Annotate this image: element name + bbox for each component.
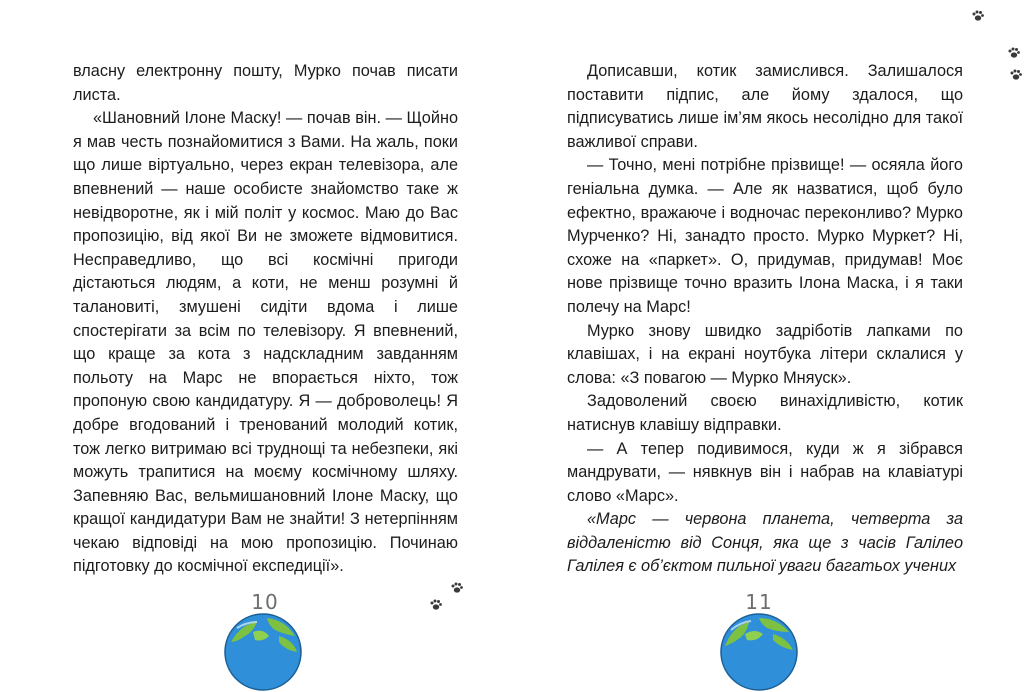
right-paragraph-3: Мурко знову швидко задріботів лапками по клавішах, і на екрані ноутбука літери склалися у слова: «З повагою — Мурко Мняуск».: [567, 321, 963, 387]
left-page: [0, 0, 512, 647]
paw-print-icon: [971, 9, 985, 23]
paw-print-icon: [1007, 46, 1021, 60]
right-page-text: [567, 60, 963, 579]
left-paragraph-2: «Шановний Ілоне Маску! — почав він. — Щойно я мав честь познайомитися з Вами. На жаль, поки що лише віртуально, через екран телевізора, але впевнений — наше особисте знайомство таке ж невідворотне, як і мій політ у космос. Маю до Вас пропозицію, від якої Ви не зможете відмовитися. Несправедливо, що всі космічні пригоди дістаються людям, а коти, не менш розумні й талановиті, змушені сидіти вдома і лише спостерігати за всім по телевізору. Я впевнений, що краще за кота з надскладним завданням польоту на Марс не впорається ніхто, тож пропоную свою кандидатуру. Я — доброволець! Я добре вгодований і тренований молодий котик, тож легко витримаю всі труднощі та небезпеки, які можуть трапитися на моєму космічному шляху. Запевняю Вас, вельмишановний Ілоне Маску, що кращої кандидатури Вам не знайти! З нетерпінням чекаю відповіді на мою пропозицію. Починаю підготовку до космічної експедиції».: [73, 109, 458, 576]
earth-globe-icon: [719, 612, 799, 692]
paw-print-icon: [429, 598, 443, 612]
paw-print-icon: [450, 581, 464, 595]
left-paragraph-1: власну електронну пошту, Мурко почав писати листа.: [73, 62, 458, 104]
earth-globe-icon: [223, 612, 303, 692]
left-page-number: 10: [251, 590, 279, 614]
right-paragraph-6: «Марс — червона планета, четверта за віддаленістю від Сонця, яка ще з часів Галілео Галілея є об’єктом пильної уваги багатьох учених: [567, 510, 963, 576]
right-page: [512, 0, 1024, 647]
right-page-number: 11: [745, 590, 773, 614]
right-paragraph-4: Задоволений своєю винахідливістю, котик натиснув клавішу відправки.: [567, 392, 963, 434]
right-paragraph-1: Дописавши, котик замислився. Залишалося поставити підпис, але йому здалося, що підписуватись лише ім’ям якось несолідно для такої важливої справи.: [567, 62, 963, 151]
right-paragraph-2: — Точно, мені потрібне прізвище! — осяяла його геніальна думка. — Але як назватися, щоб було ефектно, вражаюче і водночас переконливо? Мурко Мурченко? Ні, занадто просто. Мурко Муркет? Ні, схоже на «паркет». О, придумав, придумав! Моє нове прізвище точно вразить Ілона Маска, і я таки полечу на Марс!: [567, 156, 963, 316]
right-paragraph-5: — А тепер подивимося, куди ж я зібрався мандрувати, — нявкнув він і набрав на клавіатурі слово «Марс».: [567, 439, 963, 505]
left-page-text: [73, 60, 458, 579]
paw-print-icon: [1009, 68, 1023, 82]
